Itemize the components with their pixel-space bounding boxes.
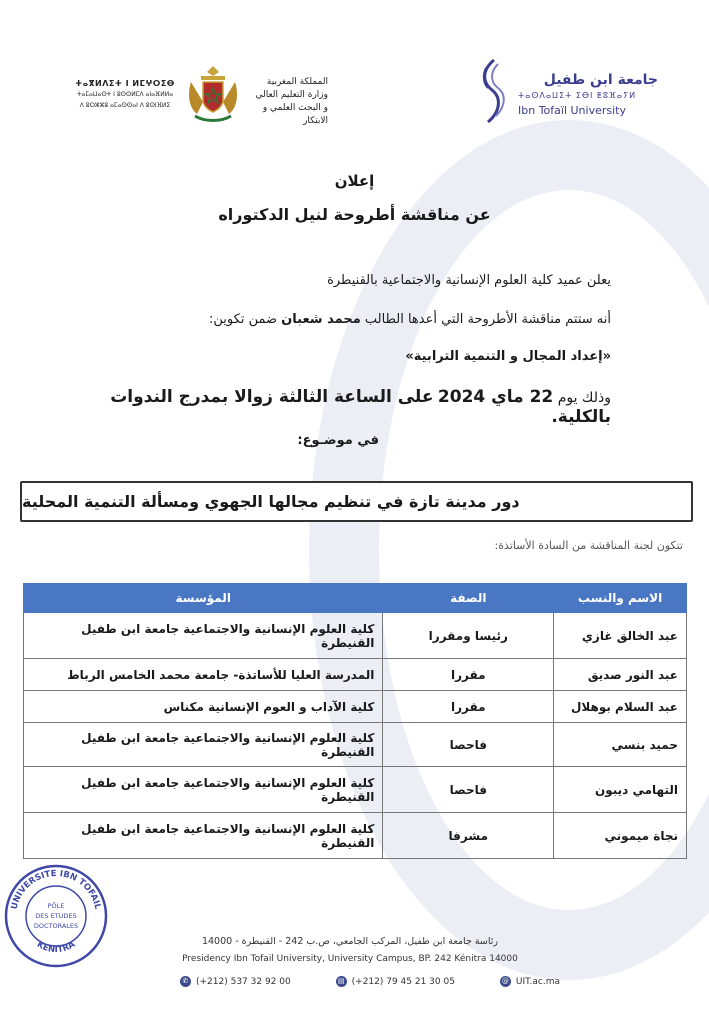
- student-line-prefix: أنه ستتم مناقشة الأطروحة التي أعدها الطالب: [364, 312, 611, 327]
- member-institution: كلية الآداب و العوم الإنسانية مكناس: [24, 691, 383, 723]
- ministry-line-1: المملكة المغربية: [266, 77, 328, 87]
- university-name-block: [518, 72, 658, 117]
- member-role: مقررا: [383, 691, 554, 723]
- member-name: نجاة ميموني: [554, 813, 687, 859]
- subject-label: في موضـوع:: [297, 433, 379, 448]
- footer-address-en: Presidency Ibn Tofail University, University Campus, BP. 242 Kénitra 14000: [182, 954, 518, 964]
- website-link[interactable]: UIT.ac.ma: [515, 976, 560, 987]
- member-role: مقررا: [383, 659, 554, 691]
- student-name: محمد شعبان: [281, 312, 361, 327]
- jury-table-header-row: [24, 584, 687, 613]
- table-row: [24, 691, 687, 723]
- date-line-suffix: على الساعة الثالثة زوالا بمدرج الندوات بالكلية.: [110, 387, 611, 427]
- member-institution: كلية العلوم الإنسانية والاجتماعية جامعة ابن طفيل القنيطرة: [24, 723, 383, 767]
- university-name-ar: جامعة ابن طفيل: [543, 72, 658, 88]
- announcement-title: إعلان: [334, 172, 375, 190]
- member-institution: كلية العلوم الإنسانية والاجتماعية جامعة ابن طفيل القنيطرة: [24, 613, 383, 659]
- jury-table: [23, 583, 687, 859]
- fax-number: (+212) 79 45 21 30 05: [351, 976, 455, 987]
- dean-announcement-line: يعلن عميد كلية العلوم الإنسانية والاجتماعية بالقنيطرة: [327, 273, 611, 288]
- fax-icon: ▤: [336, 976, 347, 987]
- fax-contact: [336, 976, 455, 987]
- date-line-prefix: وذلك يوم: [557, 390, 611, 406]
- phone-contact: [180, 976, 291, 987]
- member-institution: المدرسة العليا للأساتذة- جامعة محمد الخامس الرباط: [24, 659, 383, 691]
- university-name-en: Ibn Tofaïl University: [518, 104, 626, 117]
- announcement-subtitle: عن مناقشة أطروحة لنيل الدكتوراه: [218, 205, 491, 224]
- tifinagh-line-3: ⴷ ⵓⵔⵣⵣⵓ ⴰⵎⴰⵙⵙⴰⵏ ⴷ ⵓⵙⵏⴼⵍⵉ: [79, 102, 171, 109]
- member-role: رئيسا ومقررا: [383, 613, 554, 659]
- footer-address-ar: رئاسة جامعة ابن طفيل، المركب الجامعي، ص.ب 242 - القنيطرة - 14000: [201, 936, 499, 947]
- program-name: «إعداد المجال و التنمية الترابية»: [405, 349, 611, 364]
- table-row: [24, 723, 687, 767]
- table-row: [24, 659, 687, 691]
- header-role: الصفة: [383, 584, 554, 613]
- moroccan-coat-of-arms-icon: [183, 62, 243, 124]
- thesis-subject: دور مدينة تازة في تنظيم مجالها الجهوي ومسألة التنمية المحلية: [22, 492, 520, 511]
- thesis-subject-box: [20, 481, 693, 522]
- header-name: الاسم والنسب: [554, 584, 687, 613]
- table-row: [24, 813, 687, 859]
- table-row: [24, 767, 687, 813]
- defense-date: 22 ماي 2024: [437, 387, 554, 407]
- tifinagh-line-2: ⵜⴰⵎⴰⵡⴰⵙⵜ ⵏ ⵓⵙⵙⵍⵎⴷ ⴰⵏⴰⴼⵍⵍⴰ: [76, 91, 174, 98]
- footer-contacts: [180, 976, 560, 987]
- ministry-line-2: وزارة التعليم العالي: [255, 90, 328, 100]
- ministry-block: [248, 76, 328, 128]
- website-contact[interactable]: [500, 976, 560, 987]
- stamp-center-1: PÔLE: [47, 902, 65, 910]
- header-institution: المؤسسة: [24, 584, 383, 613]
- member-institution: كلية العلوم الإنسانية والاجتماعية جامعة ابن طفيل القنيطرة: [24, 813, 383, 859]
- stamp-center-2: DES ETUDES: [35, 912, 77, 920]
- member-name: عبد النور صديق: [554, 659, 687, 691]
- student-line-suffix: ضمن تكوين:: [209, 312, 278, 327]
- member-role: فاحصا: [383, 767, 554, 813]
- member-role: مشرفا: [383, 813, 554, 859]
- member-name: التهامي ديبون: [554, 767, 687, 813]
- member-name: حميد بنسي: [554, 723, 687, 767]
- stamp-city: KENITRA: [34, 939, 78, 956]
- defense-date-line: [91, 387, 611, 427]
- member-name: عبد الخالق غازي: [554, 613, 687, 659]
- stamp-ring-text: UNIVERSITE IBN TOFAIL: [9, 868, 103, 911]
- kingdom-tifinagh-block: [70, 78, 180, 111]
- ministry-line-3: و البحث العلمي و الابتكار: [262, 103, 328, 126]
- university-logo-icon: [472, 56, 512, 126]
- defense-student-line: [91, 312, 611, 327]
- tifinagh-line-1: ⵜⴰⴳⵍⴷⵉⵜ ⵏ ⵍⵎⵖⵔⵉⴱ: [75, 79, 175, 88]
- table-row: [24, 613, 687, 659]
- web-icon: @: [501, 977, 509, 985]
- member-institution: كلية العلوم الإنسانية والاجتماعية جامعة ابن طفيل القنيطرة: [24, 767, 383, 813]
- stamp-center-3: DOCTORALES: [33, 922, 79, 930]
- member-role: فاحصا: [383, 723, 554, 767]
- doctoral-studies-stamp: [2, 862, 110, 970]
- jury-intro: تتكون لجنة المناقشة من السادة الأساتذة:: [494, 539, 683, 552]
- phone-icon: ✆: [180, 976, 191, 987]
- phone-number: (+212) 537 32 92 00: [196, 976, 291, 987]
- member-name: عبد السلام بوهلال: [554, 691, 687, 723]
- university-name-tifinagh: ⵜⴰⵙⴷⴰⵡⵉⵜ ⵉⴱⵏ ⵟⵓⴼⴰⵢⵍ: [518, 91, 637, 100]
